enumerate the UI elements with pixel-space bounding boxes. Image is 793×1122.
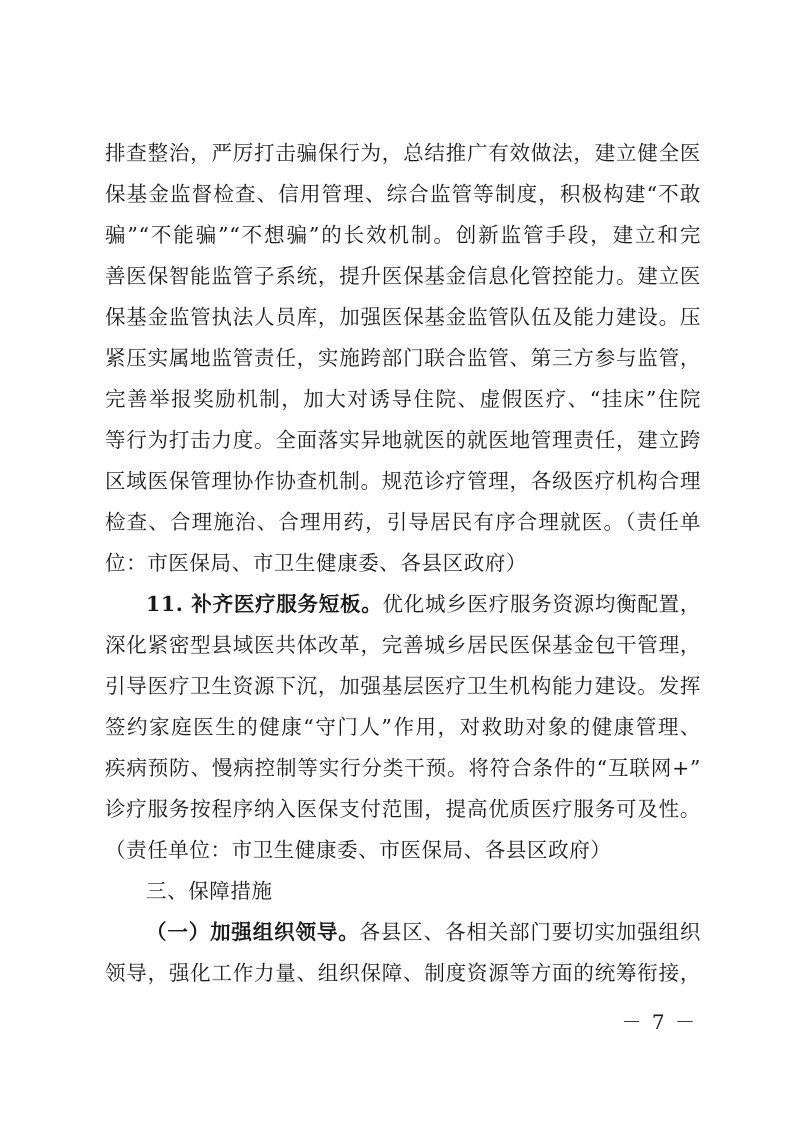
text-line: 等行为打击力度。全面落实异地就医的就医地管理责任，建立跨	[105, 428, 701, 452]
item-heading: （一）加强组织领导。	[146, 920, 360, 944]
text-line: 位：市医保局、市卫生健康委、各县区政府）	[105, 551, 527, 575]
item-heading: 11. 补齐医疗服务短板。	[146, 592, 383, 616]
text-line: 骗”“不能骗”“不想骗”的长效机制。创新监管手段，建立和完	[105, 223, 701, 247]
text-line: 保基金监督检查、信用管理、综合监管等制度，积极构建“不敢	[105, 182, 701, 206]
text-line: 紧压实属地监管责任，实施跨部门联合监管、第三方参与监管，	[105, 346, 701, 370]
paragraph-medical-services	[105, 584, 701, 871]
paragraph-first-line	[105, 584, 701, 625]
text-line: （责任单位：市卫生健康委、市医保局、各县区政府）	[105, 838, 612, 862]
text-line: 领导，强化工作力量、组织保障、制度资源等方面的统筹衔接，	[105, 961, 701, 985]
text-span: 优化城乡医疗服务资源均衡配置，	[382, 592, 701, 616]
text-line: 诊疗服务按程序纳入医保支付范围，提高优质医疗服务可及性。	[105, 797, 701, 821]
paragraph-first-line	[105, 912, 701, 953]
text-line: 排查整治，严厉打击骗保行为，总结推广有效做法，建立健全医	[105, 141, 701, 165]
paragraph-organization	[105, 912, 701, 994]
text-line: 深化紧密型县域医共体改革，完善城乡居民医保基金包干管理，	[105, 633, 701, 657]
text-line: 区域医保管理协作协查机制。规范诊疗管理，各级医疗机构合理	[105, 469, 701, 493]
text-span: 各县区、各相关部门要切实加强组织	[359, 920, 701, 944]
text-line: 引导医疗卫生资源下沉，加强基层医疗卫生机构能力建设。发挥	[105, 674, 701, 698]
text-line: 签约家庭医生的健康“守门人”作用，对救助对象的健康管理、	[105, 715, 701, 739]
section-title: 三、保障措施	[146, 879, 273, 903]
text-line: 完善举报奖励机制，加大对诱导住院、虚假医疗、“挂床”住院	[105, 387, 701, 411]
text-line: 保基金监管执法人员库，加强医保基金监管队伍及能力建设。压	[105, 305, 701, 329]
text-line: 善医保智能监管子系统，提升医保基金信息化管控能力。建立医	[105, 264, 701, 288]
document-body	[105, 133, 701, 994]
text-line: 疾病预防、慢病控制等实行分类干预。将符合条件的“互联网+”	[105, 756, 701, 780]
text-line: 检查、合理施治、合理用药，引导居民有序合理就医。（责任单	[105, 510, 701, 534]
paragraph-supervision	[105, 133, 701, 584]
page-number: － 7 －	[621, 1010, 697, 1034]
